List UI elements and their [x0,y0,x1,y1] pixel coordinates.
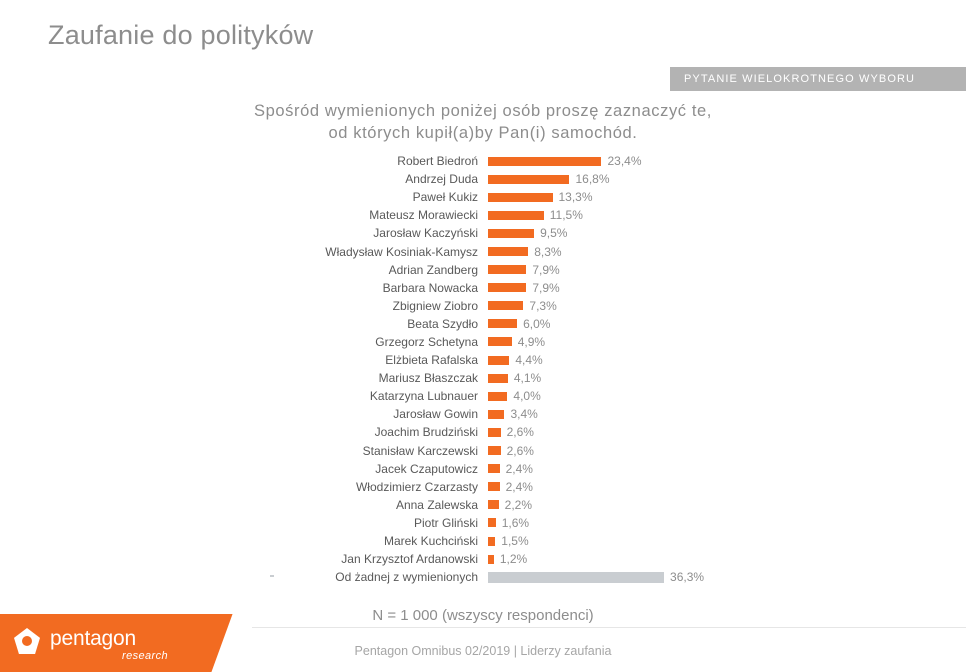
bar-value-label: 11,5% [549,208,583,223]
bar [488,572,664,583]
bar [488,392,507,401]
chart-bar-row [0,369,966,387]
bar-category-label: Jarosław Kaczyński [373,226,478,241]
bar [488,229,534,238]
chart-bar-row [0,242,966,260]
bar [488,482,500,491]
bar-value-label: 2,4% [505,479,533,494]
bar-category-label: Andrzej Duda [405,172,478,187]
chart-bar-row [0,297,966,315]
chart-bar-row [0,206,966,224]
bar [488,211,544,220]
bar-value-label: 7,9% [532,262,560,277]
bar-value-label: 4,1% [513,371,542,386]
bar-value-label: 2,4% [505,461,533,476]
axis-tick-icon [270,575,274,577]
bar [488,193,553,202]
chart-bar-row [0,514,966,532]
chart-bar-row [0,315,966,333]
bar [488,518,496,527]
pentagon-icon [14,628,42,656]
bar-value-label: 9,5% [540,226,568,241]
bar-category-label: Grzegorz Schetyna [375,334,478,349]
bar-track [488,532,966,550]
bar [488,410,504,419]
bar-track [488,423,966,441]
bar-value-label: 36,3% [670,570,705,585]
bar-value-label: 7,9% [532,280,560,295]
bar-category-label: Marek Kuchciński [383,534,478,549]
chart-bar-row [0,405,966,423]
bar-value-label: 13,3% [558,190,593,205]
bar-track [488,279,966,297]
bar-value-label: 16,8% [575,172,610,187]
chart-subtitle-line1: Spośród wymienionych poniżej osób proszę zaznaczyć te, [254,102,712,120]
bar-track [488,315,966,333]
bar [488,175,569,184]
chart-bar-row [0,170,966,188]
bar-category-label: Od żadnej z wymienionych [335,570,478,585]
chart-bar-row [0,351,966,369]
bar-track [488,460,966,478]
bar-track [488,152,966,170]
sample-size-note: N = 1 000 (wszyscy respondenci) [372,607,594,624]
bar-track [488,405,966,423]
bar-value-label: 4,4% [515,353,543,368]
bar-value-label: 3,4% [510,407,538,422]
bar [488,247,528,256]
bar-category-label: Mariusz Błaszczak [378,371,478,386]
logo-subtext: research [122,650,168,662]
bar-category-label: Robert Biedroń [397,154,478,169]
bar-value-label: 4,9% [517,334,546,349]
bar-track [488,297,966,315]
bar-track [488,242,966,260]
bar [488,356,509,365]
chart-bar-row [0,333,966,351]
bar-value-label: 6,0% [523,316,551,331]
bar-category-label: Elżbieta Rafalska [385,353,478,368]
bar-track [488,550,966,568]
chart-subtitle [0,100,966,144]
status-badge: PYTANIE WIELOKROTNEGO WYBORU [670,67,966,91]
chart-bar-row [0,423,966,441]
bar-category-label: Władysław Kosiniak-Kamysz [325,244,478,259]
bar [488,319,517,328]
bar-track [488,442,966,460]
chart-bar-row [0,460,966,478]
bar [488,428,501,437]
bar-category-label: Beata Szydło [407,316,478,331]
chart-bar-row [0,568,966,586]
bar [488,537,495,546]
bar-track [488,369,966,387]
bar [488,283,526,292]
bar-category-label: Joachim Brudziński [374,425,478,440]
logo-wordmark: pentagon [50,627,136,650]
bar-category-label: Jacek Czaputowicz [375,461,478,476]
bar-value-label: 8,3% [534,244,562,259]
chart-bar-row [0,496,966,514]
bar-track [488,224,966,242]
bar [488,464,500,473]
bar-track [488,568,966,586]
bar [488,337,512,346]
bar-category-label: Zbigniew Ziobro [392,298,478,313]
bar-category-label: Stanisław Karczewski [362,443,478,458]
chart-bar-row [0,387,966,405]
bar-track [488,514,966,532]
bar-value-label: 4,0% [513,389,541,404]
bar-value-label: 1,6% [501,515,530,530]
chart-subtitle-line2: od których kupił(a)by Pan(i) samochód. [328,124,638,142]
chart-bar-row [0,224,966,242]
bar-chart [0,152,966,586]
bar [488,374,508,383]
bar-track [488,261,966,279]
chart-bar-row [0,188,966,206]
bar-track [488,206,966,224]
bar-track [488,188,966,206]
bar-category-label: Włodzimierz Czarzasty [355,479,478,494]
pentagon-research-logo [0,614,252,672]
chart-bar-row [0,152,966,170]
bar-track [488,496,966,514]
bar-category-label: Mateusz Morawiecki [369,208,478,223]
bar-value-label: 7,3% [529,298,557,313]
bar [488,157,601,166]
bar [488,265,526,274]
bar-track [488,478,966,496]
bar-category-label: Jarosław Gowin [393,407,478,422]
chart-bar-row [0,478,966,496]
bar-value-label: 2,6% [506,443,534,458]
bar-track [488,170,966,188]
bar [488,500,499,509]
bar-value-label: 2,2% [504,497,533,512]
bar [488,446,501,455]
bar-category-label: Piotr Gliński [413,515,478,530]
bar-category-label: Katarzyna Lubnauer [369,389,478,404]
bar-category-label: Adrian Zandberg [388,262,478,277]
bar-value-label: 1,5% [501,534,529,549]
page-title: Zaufanie do polityków [48,20,314,50]
bar-value-label: 2,6% [506,425,534,440]
bar-track [488,387,966,405]
bar-value-label: 1,2% [499,552,528,567]
bar-track [488,333,966,351]
bar-category-label: Paweł Kukiz [412,190,478,205]
chart-bar-row [0,279,966,297]
bar [488,301,523,310]
chart-bar-row [0,532,966,550]
bar-category-label: Jan Krzysztof Ardanowski [341,552,478,567]
chart-bar-row [0,261,966,279]
bar-category-label: Anna Zalewska [395,497,478,512]
bar-track [488,351,966,369]
chart-bar-row [0,550,966,568]
bar-value-label: 23,4% [607,154,642,169]
bar-category-label: Barbara Nowacka [382,280,478,295]
footer-source-text: Pentagon Omnibus 02/2019 | Liderzy zaufania [354,644,612,658]
chart-bar-row [0,442,966,460]
